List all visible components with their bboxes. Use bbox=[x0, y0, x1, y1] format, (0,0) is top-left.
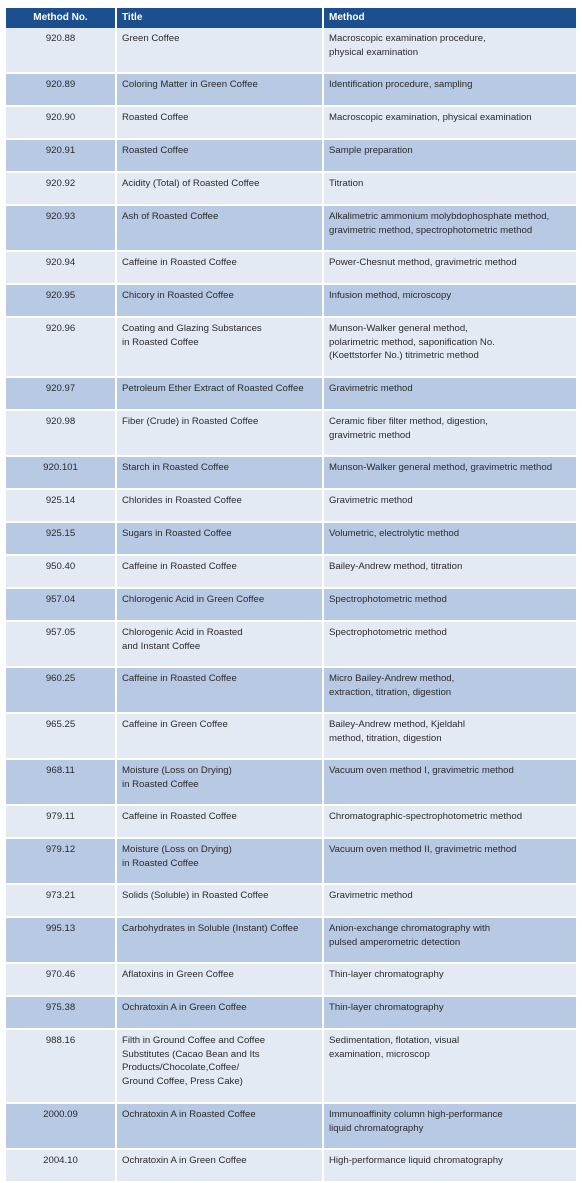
cell-method-no: 965.25 bbox=[6, 714, 117, 760]
cell-title: Coloring Matter in Green Coffee bbox=[117, 74, 324, 107]
cell-method-no: 2000.09 bbox=[6, 1104, 117, 1150]
cell-method: Micro Bailey-Andrew method, extraction, titration, digestion bbox=[324, 668, 576, 714]
cell-title: Caffeine in Roasted Coffee bbox=[117, 806, 324, 839]
cell-method: Vacuum oven method II, gravimetric method bbox=[324, 839, 576, 885]
header-title: Title bbox=[117, 8, 324, 28]
cell-method-no: 960.25 bbox=[6, 668, 117, 714]
cell-method-no: 920.93 bbox=[6, 206, 117, 252]
table-row bbox=[6, 411, 576, 457]
table-row bbox=[6, 74, 576, 107]
table-row bbox=[6, 1104, 576, 1150]
table-row bbox=[6, 556, 576, 589]
header-method-no: Method No. bbox=[6, 8, 117, 28]
cell-method: Immunoaffinity column high-performance liquid chromatography bbox=[324, 1104, 576, 1150]
cell-title: Chlorogenic Acid in Green Coffee bbox=[117, 589, 324, 622]
cell-method: Thin-layer chromatography bbox=[324, 997, 576, 1030]
cell-method: Ceramic fiber filter method, digestion, gravimetric method bbox=[324, 411, 576, 457]
table-row bbox=[6, 589, 576, 622]
cell-method: Alkalimetric ammonium molybdophosphate method, gravimetric method, spectrophotometric method bbox=[324, 206, 576, 252]
cell-method: Munson-Walker general method, gravimetric method bbox=[324, 457, 576, 490]
cell-method-no: 957.05 bbox=[6, 622, 117, 668]
cell-method-no: 2004.10 bbox=[6, 1150, 117, 1183]
cell-title: Ochratoxin A in Green Coffee bbox=[117, 1150, 324, 1183]
cell-method: Macroscopic examination, physical examination bbox=[324, 107, 576, 140]
cell-title: Filth in Ground Coffee and Coffee Substitutes (Cacao Bean and Its Products/Chocolate,Coffee/ Ground Coffee, Press Cake) bbox=[117, 1030, 324, 1104]
cell-method: Spectrophotometric method bbox=[324, 622, 576, 668]
cell-method: Titration bbox=[324, 173, 576, 206]
table-row bbox=[6, 107, 576, 140]
cell-method-no: 925.15 bbox=[6, 523, 117, 556]
table-row bbox=[6, 964, 576, 997]
table-row bbox=[6, 206, 576, 252]
cell-method: Volumetric, electrolytic method bbox=[324, 523, 576, 556]
table-row bbox=[6, 318, 576, 378]
cell-title: Ochratoxin A in Green Coffee bbox=[117, 997, 324, 1030]
cell-title: Solids (Soluble) in Roasted Coffee bbox=[117, 885, 324, 918]
cell-method: Anion-exchange chromatography with pulsed amperometric detection bbox=[324, 918, 576, 964]
cell-title: Caffeine in Roasted Coffee bbox=[117, 668, 324, 714]
table-row bbox=[6, 885, 576, 918]
table-row bbox=[6, 490, 576, 523]
cell-method-no: 920.101 bbox=[6, 457, 117, 490]
table-row bbox=[6, 140, 576, 173]
cell-title: Ash of Roasted Coffee bbox=[117, 206, 324, 252]
cell-method-no: 968.11 bbox=[6, 760, 117, 806]
cell-method-no: 979.11 bbox=[6, 806, 117, 839]
cell-method-no: 979.12 bbox=[6, 839, 117, 885]
table-row bbox=[6, 378, 576, 411]
cell-title: Sugars in Roasted Coffee bbox=[117, 523, 324, 556]
cell-method: Gravimetric method bbox=[324, 885, 576, 918]
table-row bbox=[6, 285, 576, 318]
cell-method-no: 975.38 bbox=[6, 997, 117, 1030]
cell-method-no: 920.98 bbox=[6, 411, 117, 457]
cell-method: Macroscopic examination procedure, physical examination bbox=[324, 28, 576, 74]
cell-method-no: 920.96 bbox=[6, 318, 117, 378]
cell-title: Caffeine in Roasted Coffee bbox=[117, 252, 324, 285]
cell-method-no: 925.14 bbox=[6, 490, 117, 523]
cell-title: Caffeine in Green Coffee bbox=[117, 714, 324, 760]
cell-method: Spectrophotometric method bbox=[324, 589, 576, 622]
table-row bbox=[6, 28, 576, 74]
cell-title: Chlorides in Roasted Coffee bbox=[117, 490, 324, 523]
cell-method: Gravimetric method bbox=[324, 378, 576, 411]
table-row bbox=[6, 252, 576, 285]
table-row bbox=[6, 523, 576, 556]
table-row bbox=[6, 918, 576, 964]
table-body bbox=[6, 28, 576, 1183]
cell-method: Identification procedure, sampling bbox=[324, 74, 576, 107]
cell-title: Petroleum Ether Extract of Roasted Coffee bbox=[117, 378, 324, 411]
cell-method-no: 920.88 bbox=[6, 28, 117, 74]
cell-title: Roasted Coffee bbox=[117, 140, 324, 173]
table-header-row bbox=[6, 8, 576, 28]
cell-method-no: 970.46 bbox=[6, 964, 117, 997]
table-row bbox=[6, 714, 576, 760]
cell-method-no: 988.16 bbox=[6, 1030, 117, 1104]
cell-method: High-performance liquid chromatography bbox=[324, 1150, 576, 1183]
cell-title: Starch in Roasted Coffee bbox=[117, 457, 324, 490]
cell-title: Chlorogenic Acid in Roasted and Instant Coffee bbox=[117, 622, 324, 668]
cell-method-no: 920.92 bbox=[6, 173, 117, 206]
cell-method-no: 920.95 bbox=[6, 285, 117, 318]
table-row bbox=[6, 1030, 576, 1104]
cell-method-no: 920.94 bbox=[6, 252, 117, 285]
table-row bbox=[6, 760, 576, 806]
cell-title: Acidity (Total) of Roasted Coffee bbox=[117, 173, 324, 206]
methods-table bbox=[6, 8, 576, 1183]
cell-title: Moisture (Loss on Drying) in Roasted Coffee bbox=[117, 760, 324, 806]
cell-method: Munson-Walker general method, polarimetric method, saponification No. (Koettstorfer No.) titrimetric method bbox=[324, 318, 576, 378]
cell-method-no: 995.13 bbox=[6, 918, 117, 964]
cell-title: Fiber (Crude) in Roasted Coffee bbox=[117, 411, 324, 457]
cell-method: Infusion method, microscopy bbox=[324, 285, 576, 318]
cell-method-no: 920.90 bbox=[6, 107, 117, 140]
cell-title: Aflatoxins in Green Coffee bbox=[117, 964, 324, 997]
cell-method: Bailey-Andrew method, Kjeldahl method, titration, digestion bbox=[324, 714, 576, 760]
table-row bbox=[6, 622, 576, 668]
table-row bbox=[6, 806, 576, 839]
table-row bbox=[6, 1150, 576, 1183]
cell-method: Chromatographic-spectrophotometric method bbox=[324, 806, 576, 839]
cell-method: Gravimetric method bbox=[324, 490, 576, 523]
header-method: Method bbox=[324, 8, 576, 28]
cell-method: Bailey-Andrew method, titration bbox=[324, 556, 576, 589]
table-row bbox=[6, 173, 576, 206]
cell-title: Coating and Glazing Substances in Roasted Coffee bbox=[117, 318, 324, 378]
table-row bbox=[6, 457, 576, 490]
cell-method: Sample preparation bbox=[324, 140, 576, 173]
table-row bbox=[6, 839, 576, 885]
cell-method: Vacuum oven method I, gravimetric method bbox=[324, 760, 576, 806]
cell-title: Roasted Coffee bbox=[117, 107, 324, 140]
cell-method-no: 950.40 bbox=[6, 556, 117, 589]
cell-method-no: 957.04 bbox=[6, 589, 117, 622]
cell-method-no: 920.91 bbox=[6, 140, 117, 173]
table-row bbox=[6, 668, 576, 714]
methods-table-container bbox=[6, 8, 576, 1183]
cell-method-no: 973.21 bbox=[6, 885, 117, 918]
cell-method: Sedimentation, flotation, visual examination, microscop bbox=[324, 1030, 576, 1104]
cell-method-no: 920.89 bbox=[6, 74, 117, 107]
table-row bbox=[6, 997, 576, 1030]
cell-method: Thin-layer chromatography bbox=[324, 964, 576, 997]
cell-title: Ochratoxin A in Roasted Coffee bbox=[117, 1104, 324, 1150]
cell-title: Carbohydrates in Soluble (Instant) Coffee bbox=[117, 918, 324, 964]
cell-method: Power-Chesnut method, gravimetric method bbox=[324, 252, 576, 285]
cell-method-no: 920.97 bbox=[6, 378, 117, 411]
cell-title: Moisture (Loss on Drying) in Roasted Coffee bbox=[117, 839, 324, 885]
cell-title: Chicory in Roasted Coffee bbox=[117, 285, 324, 318]
cell-title: Caffeine in Roasted Coffee bbox=[117, 556, 324, 589]
cell-title: Green Coffee bbox=[117, 28, 324, 74]
